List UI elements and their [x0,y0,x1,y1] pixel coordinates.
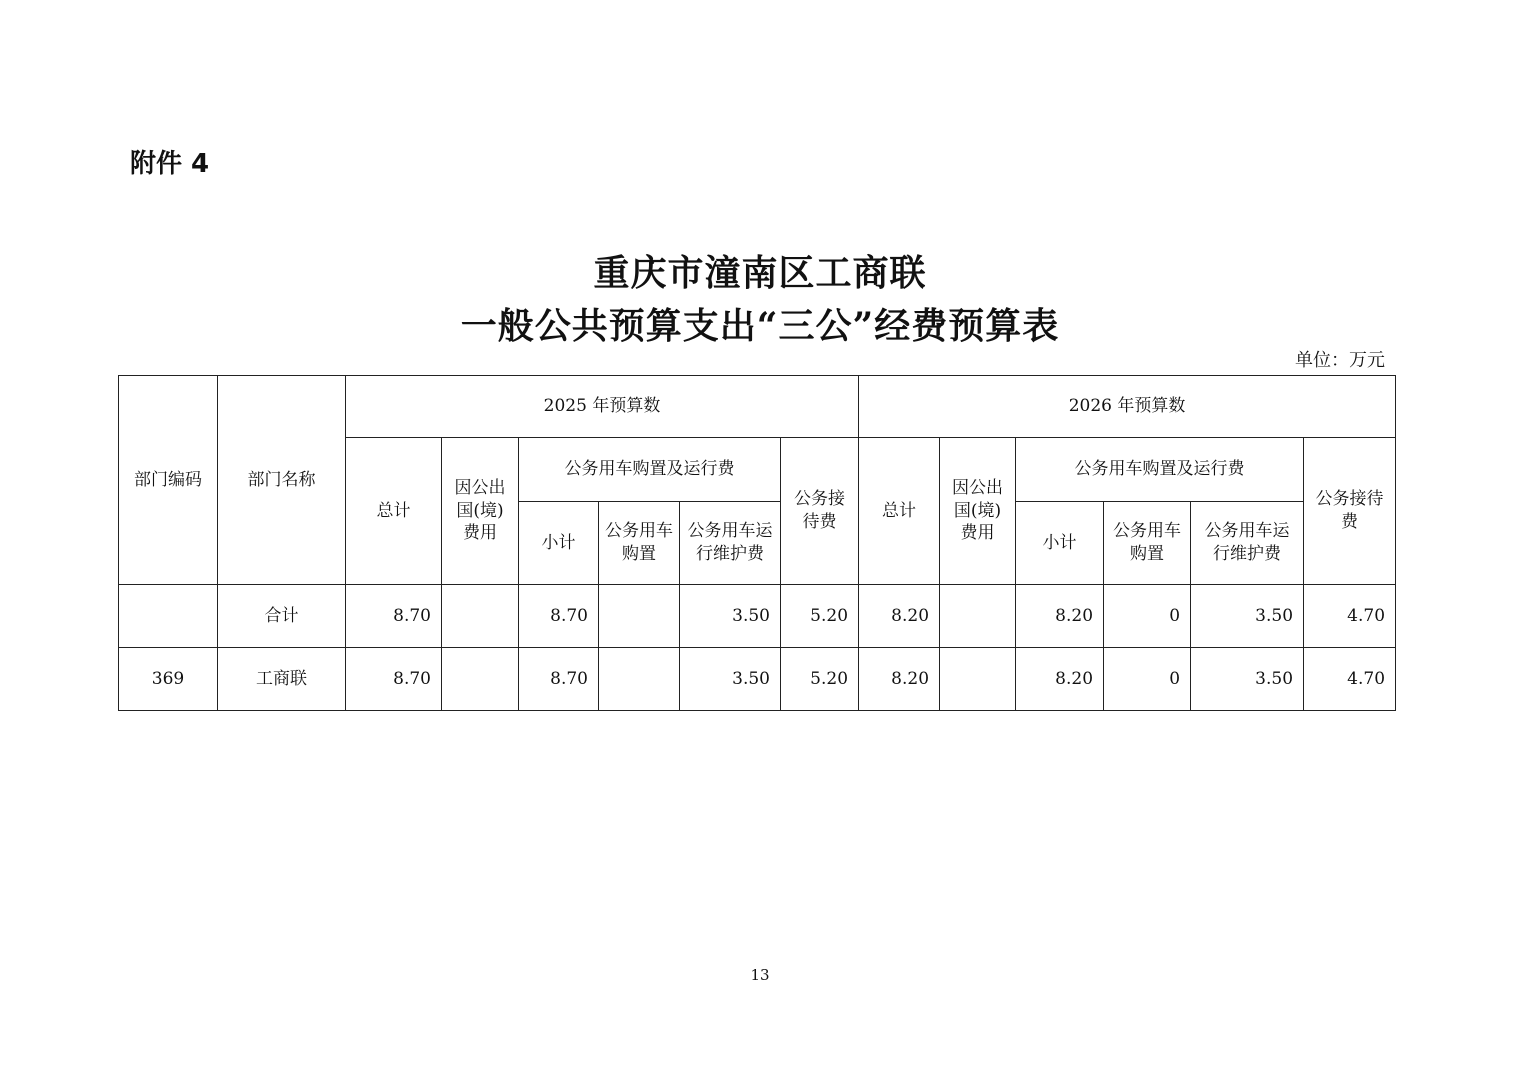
cell-2025-abroad [442,648,519,711]
cell-2025-vehicle-purchase [599,648,680,711]
header-2025-vehicle-purchase: 公务用车购置 [599,502,680,585]
cell-2026-vehicle-maintenance: 3.50 [1191,648,1304,711]
header-2026-total: 总计 [859,438,940,585]
cell-dept-code: 369 [119,648,218,711]
header-year-2026: 2026 年预算数 [859,376,1396,438]
header-2025-vehicle-group: 公务用车购置及运行费 [519,438,781,502]
cell-2025-subtotal: 8.70 [519,585,599,648]
header-2025-reception: 公务接待费 [781,438,859,585]
cell-2026-subtotal: 8.20 [1016,585,1104,648]
cell-2026-reception: 4.70 [1304,585,1396,648]
header-2025-vehicle-maintenance: 公务用车运行维护费 [680,502,781,585]
header-2026-vehicle-maintenance: 公务用车运行维护费 [1191,502,1304,585]
document-title-line1: 重庆市潼南区工商联 [593,252,927,294]
cell-2026-vehicle-maintenance: 3.50 [1191,585,1304,648]
header-dept-code: 部门编码 [119,376,218,585]
cell-2025-reception: 5.20 [781,585,859,648]
header-year-2025: 2025 年预算数 [346,376,859,438]
cell-2026-abroad [940,648,1016,711]
cell-2026-total: 8.20 [859,585,940,648]
header-2025-abroad: 因公出国(境)费用 [442,438,519,585]
page-number: 13 [750,966,770,984]
cell-2025-vehicle-maintenance: 3.50 [680,585,781,648]
cell-dept-name: 合计 [218,585,346,648]
header-dept-name: 部门名称 [218,376,346,585]
header-row-years [119,376,1396,438]
document-title-line2: 一般公共预算支出“三公”经费预算表 [460,305,1060,347]
cell-2026-abroad [940,585,1016,648]
cell-2025-total: 8.70 [346,585,442,648]
attachment-label: 附件 4 [130,149,210,179]
unit-label: 单位：万元 [1295,350,1385,371]
cell-2025-subtotal: 8.70 [519,648,599,711]
header-2026-vehicle-purchase: 公务用车购置 [1104,502,1191,585]
cell-2026-reception: 4.70 [1304,648,1396,711]
cell-dept-name: 工商联 [218,648,346,711]
cell-2025-total: 8.70 [346,648,442,711]
header-2026-subtotal: 小计 [1016,502,1104,585]
budget-table [118,375,1396,711]
cell-2026-vehicle-purchase: 0 [1104,585,1191,648]
header-2026-abroad: 因公出国(境)费用 [940,438,1016,585]
cell-2025-vehicle-maintenance: 3.50 [680,648,781,711]
header-2026-vehicle-group: 公务用车购置及运行费 [1016,438,1304,502]
header-2025-subtotal: 小计 [519,502,599,585]
cell-2025-vehicle-purchase [599,585,680,648]
table-row-total [119,585,1396,648]
cell-2025-reception: 5.20 [781,648,859,711]
cell-dept-code [119,585,218,648]
cell-2025-abroad [442,585,519,648]
header-2026-reception: 公务接待费 [1304,438,1396,585]
cell-2026-subtotal: 8.20 [1016,648,1104,711]
header-2025-total: 总计 [346,438,442,585]
cell-2026-total: 8.20 [859,648,940,711]
table-row-dept [119,648,1396,711]
cell-2026-vehicle-purchase: 0 [1104,648,1191,711]
